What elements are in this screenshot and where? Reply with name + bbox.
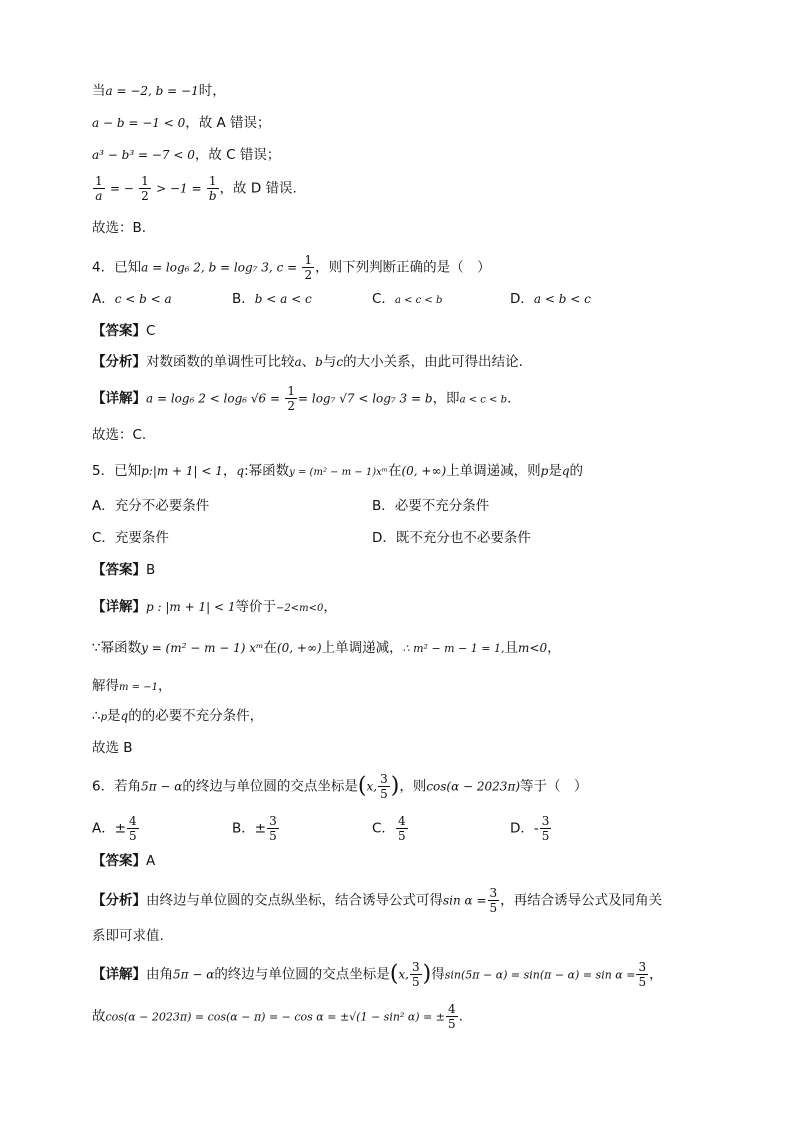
text: ，故 A 错误； — [185, 115, 271, 131]
q6-answer: 【答案】A — [92, 853, 156, 869]
fraction: $\frac{3}{5}$ — [489, 886, 498, 915]
formula: a = log₆ 2, b = log₇ 3, c = — [141, 260, 298, 275]
q4-option-a: A．c < b < a — [92, 291, 172, 307]
q5-detail-line-3: 解得m = −1， — [92, 678, 172, 694]
q6-detail-line-2: 故cos(α − 2023π) = cos(α − π) = − cos α = ±√(1 − sin² α) = ± $\frac{4}{5}$ . — [92, 1002, 463, 1031]
question-5: 5．已知p:|m + 1| < 1，q:幂函数y = (m² − m − 1)xᵐ在(0, +∞)上单调递减，则p是q的 — [92, 463, 584, 479]
q6-detail: 【详解】由角5π − α的终边与单位圆的交点坐标是(x, $\frac{3}{5}$ )得sin(5π − α) = sin(π − α) = sin α = $\frac{3}{5}$ ， — [92, 960, 663, 989]
question-4: 4．已知a = log₆ 2, b = log₇ 3, c = $\frac{1}{2}$ ，则下列判断正确的是（ ） — [92, 253, 491, 282]
solution-line-3 — [92, 145, 280, 165]
q6-option-b: B．± $\frac{3}{5}$ — [232, 814, 277, 843]
q5-detail-line-2: ∵幂函数y = (m² − m − 1) xᵐ在(0, +∞)上单调递减，∴ m² − m − 1 = 1,且m<0， — [92, 640, 561, 656]
q5-option-c: C．充要条件 — [92, 530, 169, 546]
text: ，故 C 错误； — [194, 147, 281, 163]
solution-line-2 — [92, 113, 271, 133]
q4-option-c: C．a < c < b — [372, 291, 443, 307]
q4-analysis: 【分析】对数函数的单调性可比较a、b与c的大小关系，由此可得出结论. — [92, 354, 523, 370]
fraction: $\frac{3}{5}$ — [380, 772, 388, 801]
text: ，故 D 错误. — [219, 180, 297, 197]
formula: = − — [109, 181, 134, 196]
q5-answer: 【答案】B — [92, 562, 156, 578]
fraction: $\frac{1}{b}$ — [208, 174, 217, 203]
q4-option-b: B．b < a < c — [232, 291, 312, 307]
q5-detail-line-4: ∴p是q的的必要不充分条件， — [92, 708, 264, 724]
question-6: 6．若角5π − α的终边与单位圆的交点坐标是(x, $\frac{3}{5}$ )，则cos(α − 2023π)等于（ ） — [92, 772, 588, 801]
fraction: $\frac{1}{2}$ — [287, 384, 295, 413]
solution-line-1 — [92, 81, 226, 101]
q6-option-d: D．- $\frac{3}{5}$ — [510, 814, 550, 843]
answer-selection: 故选：B. — [92, 220, 147, 236]
fraction: $\frac{1}{2}$ — [141, 174, 149, 203]
q6-analysis-line-2: 系即可求值. — [92, 928, 164, 944]
q5-option-b: B．必要不充分条件 — [372, 498, 490, 514]
formula: a − b = −1 < 0 — [92, 116, 186, 130]
q4-option-d: D．a < b < c — [510, 291, 591, 307]
formula: a³ − b³ = −7 < 0 — [92, 148, 195, 162]
text: 当 — [92, 83, 106, 99]
q4-answer: 【答案】C — [92, 323, 156, 339]
q5-selection: 故选 B — [92, 740, 133, 756]
fraction: $\frac{1}{a}$ — [95, 174, 103, 203]
q5-detail: 【详解】p : |m + 1| < 1等价于−2<m<0， — [92, 599, 337, 615]
text: 时， — [198, 83, 226, 99]
q6-analysis: 【分析】由终边与单位圆的交点纵坐标，结合诱导公式可得sin α = $\frac{3}{5}$ ，再结合诱导公式及同角关 — [92, 886, 663, 915]
q5-option-a: A．充分不必要条件 — [92, 498, 210, 514]
formula: a = −2, b = −1 — [105, 84, 199, 98]
q4-selection: 故选：C. — [92, 427, 147, 443]
q6-option-c: C． $\frac{4}{5}$ — [372, 814, 406, 843]
solution-line-4 — [92, 174, 297, 203]
q5-option-d: D．既不充分也不必要条件 — [372, 530, 531, 546]
q6-option-a: A．± $\frac{4}{5}$ — [92, 814, 137, 843]
fraction: $\frac{1}{2}$ — [304, 253, 313, 282]
q4-detail: 【详解】a = log₆ 2 < log₆ √6 = $\frac{1}{2}$ = log₇ √7 < log₇ 3 = b，即a < c < b. — [92, 384, 512, 413]
formula: > −1 = — [156, 181, 202, 196]
